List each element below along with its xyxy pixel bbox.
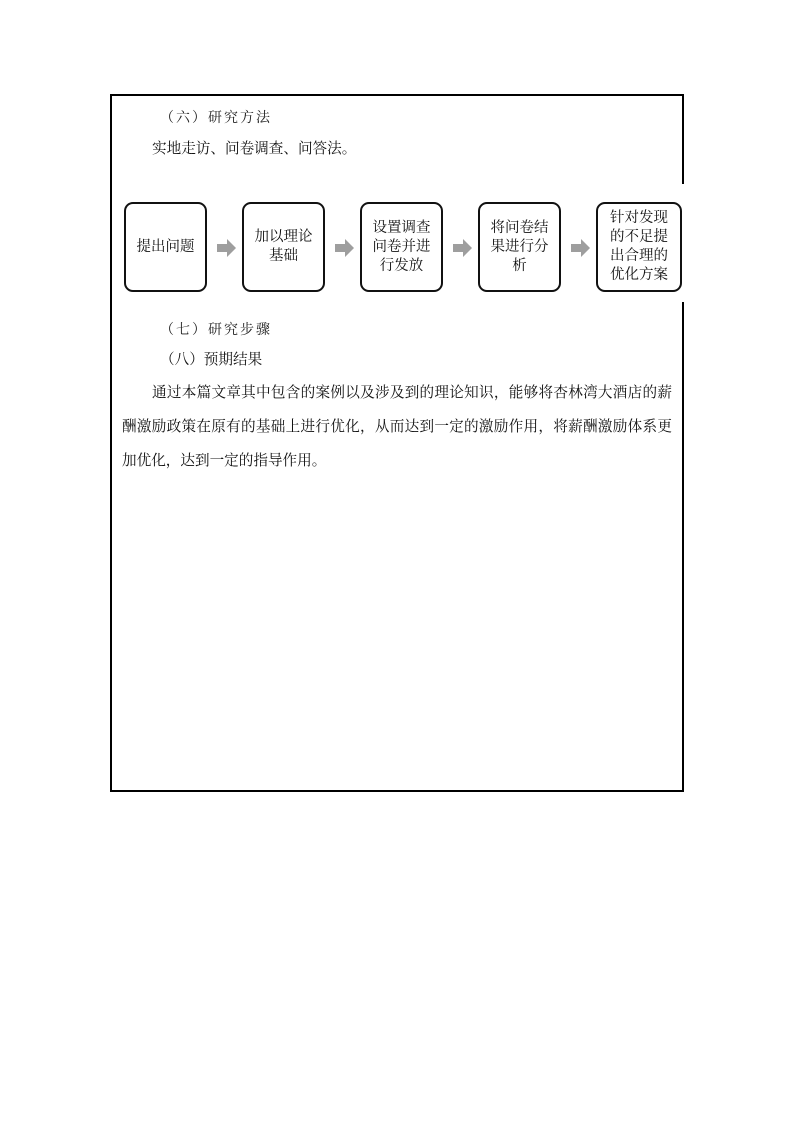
flow-step-4: 将问卷结果进行分析 (478, 202, 561, 292)
flow-step-1: 提出问题 (124, 202, 207, 292)
steps-heading: （七）研究步骤 (160, 322, 272, 338)
arrow-right-icon (453, 238, 473, 258)
research-flowchart (122, 202, 682, 298)
flow-step-3: 设置调查问卷并进行发放 (360, 202, 443, 292)
method-heading: （六）研究方法 (160, 110, 272, 126)
flow-step-2: 加以理论基础 (242, 202, 325, 292)
flow-step-5: 针对发现的不足提出合理的优化方案 (596, 202, 682, 292)
arrow-right-icon (335, 238, 355, 258)
content-frame (110, 94, 684, 792)
result-paragraph: 通过本篇文章其中包含的案例以及涉及到的理论知识，能够将杏林湾大酒店的薪酬激励政策在原有的基础上进行优化，从而达到一定的激励作用，将薪酬激励体系更加优化，达到一定的指导作用。 (122, 384, 672, 469)
arrow-right-icon (217, 238, 237, 258)
method-text: 实地走访、问卷调查、问答法。 (152, 140, 357, 157)
arrow-right-icon (571, 238, 591, 258)
result-heading: （八）预期结果 (160, 351, 263, 368)
